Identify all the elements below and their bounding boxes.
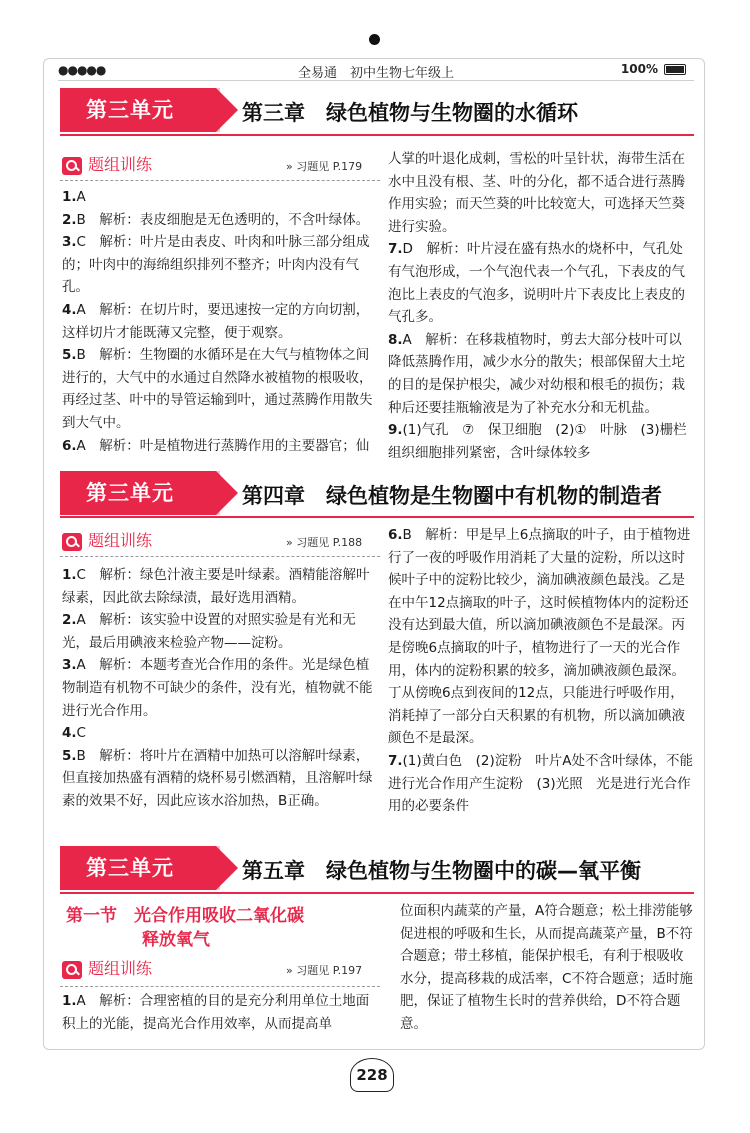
answer-item: 8.A 解析：在移栽植物时，剪去大部分枝叶可以降低蒸腾作用，减少水分的散失；根部保留大土坨的目的是保护根尖，减少对幼根和根毛的损伤；栽种后还要挂瓶输液是为了补充水分和无机盐。 (388, 331, 685, 416)
practice-heading (62, 958, 152, 980)
exercise-reference: » 习题见 P.188 (286, 536, 363, 549)
search-icon (62, 157, 82, 175)
practice-label: 题组训练 (88, 155, 153, 174)
unit-badge: 第三单元 (60, 846, 216, 890)
unit-badge: 第三单元 (60, 471, 216, 515)
answer-item: 3.C 解析：叶片是由表皮、叶肉和叶脉三部分组成的；叶肉中的海绵组织排列不整齐；叶肉内没有气孔。 (62, 234, 370, 296)
answer-item: 3.A 解析：本题考查光合作用的条件。光是绿色植物制造有机物不可缺少的条件，没有光，植物就不能进行光合作用。 (62, 657, 373, 719)
section-title (66, 904, 304, 952)
battery-percent: 100% (620, 62, 658, 76)
status-bar (58, 60, 694, 80)
answer-item: 1.A (62, 189, 86, 205)
ch3-left-column (62, 186, 382, 457)
answer-item: 1.C 解析：绿色汁液主要是叶绿素。酒精能溶解叶绿素，因此欲去除绿渍，最好选用酒精。 (62, 567, 370, 606)
chapter-rule (60, 516, 694, 518)
status-divider (58, 80, 694, 81)
page-number: 228 (350, 1058, 394, 1092)
section-title-line: 释放氧气 (142, 930, 210, 950)
practice-heading (62, 530, 152, 552)
answer-item: 2.B 解析：表皮细胞是无色透明的，不含叶绿体。 (62, 211, 370, 228)
practice-label: 题组训练 (88, 531, 153, 550)
chapter-rule (60, 134, 694, 136)
ch3-right-column (388, 148, 694, 464)
answer-item: 4.A 解析：在切片时，要迅速按一定的方向切割，这样切片才能既薄又完整，便于观察。 (62, 301, 370, 341)
exercise-reference: » 习题见 P.197 (286, 964, 363, 977)
battery-icon (664, 64, 686, 75)
answer-item: 9.(1)气孔 ⑦ 保卫细胞 (2)① 叶脉 (3)栅栏组织细胞排列紧密，含叶绿体较多 (388, 422, 687, 461)
chapter-rule (60, 892, 694, 894)
battery-status (621, 62, 686, 76)
answer-item: 2.A 解析：该实验中设置的对照实验是有光和无光，最后用碘液来检验产物——淀粉。 (62, 612, 356, 651)
answer-item: 6.B 解析：甲是早上6点摘取的叶子，由于植物进行了一夜的呼吸作用消耗了大量的淀粉，所以这时候叶子中的淀粉比较少，滴加碘液颜色最浅。乙是在中午12点摘取的叶子，这时候植物体内的淀粉还没有达到最大值，所以滴加碘液颜色不是最深。丙是傍晚6点摘取的叶子，植物进行了一天的光合作用，体内的淀粉积累的较多，滴加碘液颜色最深。丁从傍晚6点到夜间的12点，只能进行呼吸作用，消耗掉了一部分白天积累的有机物，所以滴加碘液颜色不是最深。 (388, 527, 691, 747)
chapter-title: 第四章 绿色植物是生物圈中有机物的制造者 (242, 484, 662, 508)
chapter-title: 第五章 绿色植物与生物圈中的碳—氧平衡 (242, 859, 641, 883)
section-title-line: 第一节 光合作用吸收二氧化碳 (66, 906, 304, 926)
chapter-title: 第三章 绿色植物与生物圈的水循环 (242, 101, 578, 125)
dashed-divider (60, 556, 380, 557)
ch5-right-column (400, 900, 694, 1036)
dashed-divider (60, 986, 380, 987)
practice-heading (62, 154, 152, 176)
answer-item: 6.A 解析：叶是植物进行蒸腾作用的主要器官；仙 (62, 437, 370, 454)
unit-badge: 第三单元 (60, 88, 216, 132)
signal-icon: ●●●●● (58, 63, 106, 77)
practice-label: 题组训练 (88, 959, 153, 978)
answer-item: 7.D 解析：叶片浸在盛有热水的烧杯中，气孔处有气泡形成，一个气泡代表一个气孔，下表皮的气泡比上表皮的气泡多，说明叶片下表皮比上表皮的气孔多。 (388, 241, 685, 326)
answer-item: 7.(1)黄白色 (2)淀粉 叶片A处不含叶绿体，不能进行光合作用产生淀粉 (3)光照 光是进行光合作用的必要条件 (388, 752, 694, 815)
ch4-right-column (388, 524, 694, 818)
answer-continuation: 人掌的叶退化成刺，雪松的叶呈针状，海带生活在水中且没有根、茎、叶的分化，都不适合进行蒸腾作用实验；而天竺葵的叶比较宽大，可选择天竺葵进行实验。 (388, 151, 685, 235)
answer-item: 1.A 解析：合理密植的目的是充分利用单位土地面积上的光能，提高光合作用效率，从而提高单 (62, 993, 370, 1032)
dashed-divider (60, 180, 380, 181)
answer-item: 5.B 解析：生物圈的水循环是在大气与植物体之间进行的，大气中的水通过自然降水被植物的根吸收，再经过茎、叶中的导管运输到叶，通过蒸腾作用散失到大气中。 (62, 347, 373, 431)
answer-item: 4.C (62, 725, 86, 742)
camera-dot (369, 34, 380, 45)
ch5-left-column (62, 990, 382, 1035)
answer-item: 5.B 解析：将叶片在酒精中加热可以溶解叶绿素，但直接加热盛有酒精的烧杯易引燃酒精，且溶解叶绿素的效果不好，因此应该水浴加热，B正确。 (62, 747, 373, 809)
exercise-reference: » 习题见 P.179 (286, 160, 363, 173)
search-icon (62, 533, 82, 551)
ch4-left-column (62, 564, 382, 813)
book-title: 全易通 初中生物七年级上 (297, 66, 454, 81)
answer-continuation: 位面积内蔬菜的产量，A符合题意；松土排涝能够促进根的呼吸和生长，从而提高蔬菜产量，B不符合题意；带土移植，能保护根毛，有利于根吸收水分，提高移栽的成活率，C不符合题意；适时施肥，保证了植物生长时的营养供给，D不符合题意。 (400, 903, 693, 1032)
search-icon (62, 961, 82, 979)
